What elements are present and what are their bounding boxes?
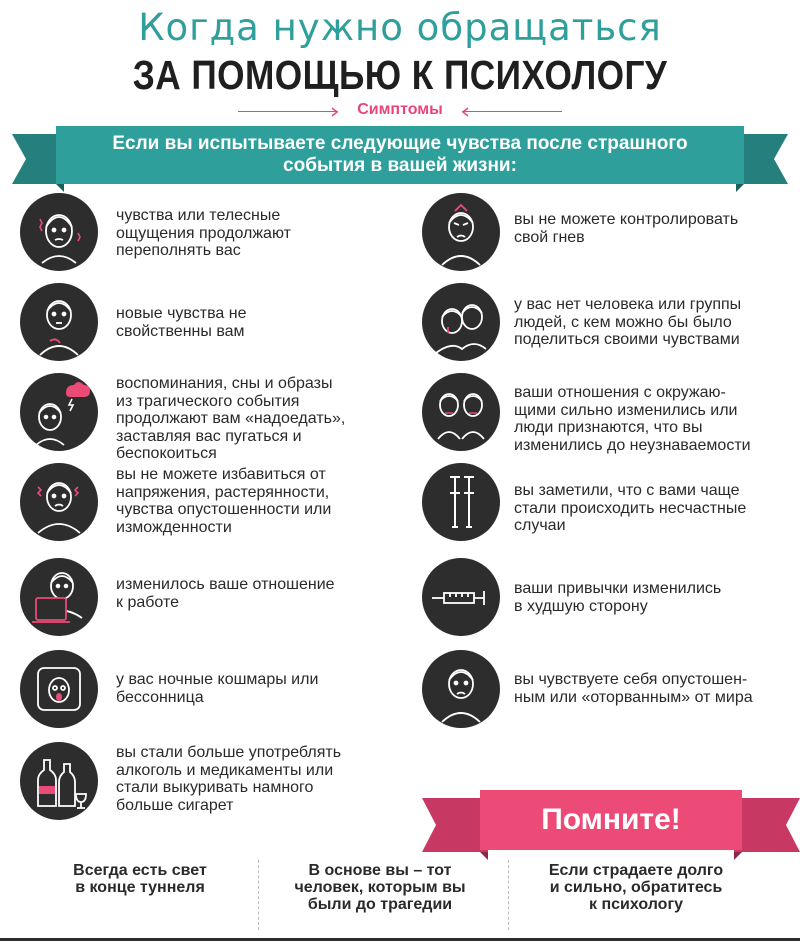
- symptom-text: у вас нет человека или группы людей, с кем можно бы было поделиться своими чувствами: [514, 296, 742, 348]
- sad-woman-icon: [422, 650, 500, 728]
- bottles-glass-icon: [20, 742, 98, 820]
- tense-woman-icon: [20, 463, 98, 541]
- symptom-text: у вас ночные кошмары или бессонница: [116, 671, 319, 706]
- banner-left-ribbon: [0, 134, 64, 192]
- nightmare-pillow-icon: [20, 650, 98, 728]
- remember-title: Помните!: [480, 790, 742, 850]
- page-title: Когда нужно обращаться: [138, 6, 662, 49]
- remember-left-ribbon: [422, 798, 488, 860]
- symptom-text: воспоминания, сны и образы из трагического события продолжают вам «надоедать», заставляя вас пугаться и беспокоиться: [116, 375, 346, 462]
- footer-divider: [508, 860, 509, 930]
- laptop-work-icon: [20, 558, 98, 636]
- footer-note: В основе вы – тот человек, которым вы были до трагедии: [294, 862, 466, 913]
- footer-divider: [258, 860, 259, 930]
- banner-right-ribbon: [736, 134, 800, 192]
- footer-note: Всегда есть свет в конце туннеля: [73, 862, 207, 896]
- symptom-text: вы не можете избавиться от напряжения, растерянности, чувства опустошенности или изможденности: [116, 466, 332, 536]
- symptom-text: новые чувства не свойственны вам: [116, 305, 247, 340]
- symptom-text: ваши отношения с окружаю- щими сильно изменились или люди признаются, что вы изменились до неузнаваемости: [514, 384, 751, 454]
- remember-right-ribbon: [734, 798, 800, 860]
- woman-hand-chest-icon: [20, 283, 98, 361]
- intro-banner: [0, 126, 800, 192]
- symptom-text: чувства или телесные ощущения продолжают переполнять вас: [116, 207, 291, 259]
- page-subtitle-heading: ЗА ПОМОЩЬЮ К ПСИХОЛОГУ: [132, 52, 668, 98]
- symptom-text: вы не можете контролировать свой гнев: [514, 211, 739, 246]
- storm-cloud-memory-icon: [20, 373, 98, 451]
- symptom-text: вы чувствуете себя опустошен- ным или «оторванным» от мира: [514, 671, 753, 706]
- syringe-icon: [422, 558, 500, 636]
- symptom-text: ваши привычки изменились в худшую сторону: [514, 580, 722, 615]
- banner-text-line1: Если вы испытываете следующие чувства после страшного: [112, 133, 688, 154]
- symptom-text: вы заметили, что с вами чаще стали происходить несчастные случаи: [514, 482, 747, 534]
- crutches-icon: [422, 463, 500, 541]
- symptom-text: изменилось ваше отношение к работе: [116, 576, 335, 611]
- symptom-text: вы стали больше употреблять алкоголь и медикаменты или стали выкуривать намного больше сигарет: [116, 744, 342, 814]
- bottom-rule: [0, 938, 800, 941]
- woman-face-icon: [20, 193, 98, 271]
- footer-note: Если страдаете долго и сильно, обратитесь к психологу: [548, 862, 724, 913]
- two-people-icon: [422, 373, 500, 451]
- angry-woman-icon: [422, 193, 500, 271]
- section-label: Симптомы: [0, 101, 800, 119]
- two-faces-lonely-icon: [422, 283, 500, 361]
- remember-banner: [422, 790, 800, 860]
- banner-text-line2: события в вашей жизни:: [283, 155, 517, 176]
